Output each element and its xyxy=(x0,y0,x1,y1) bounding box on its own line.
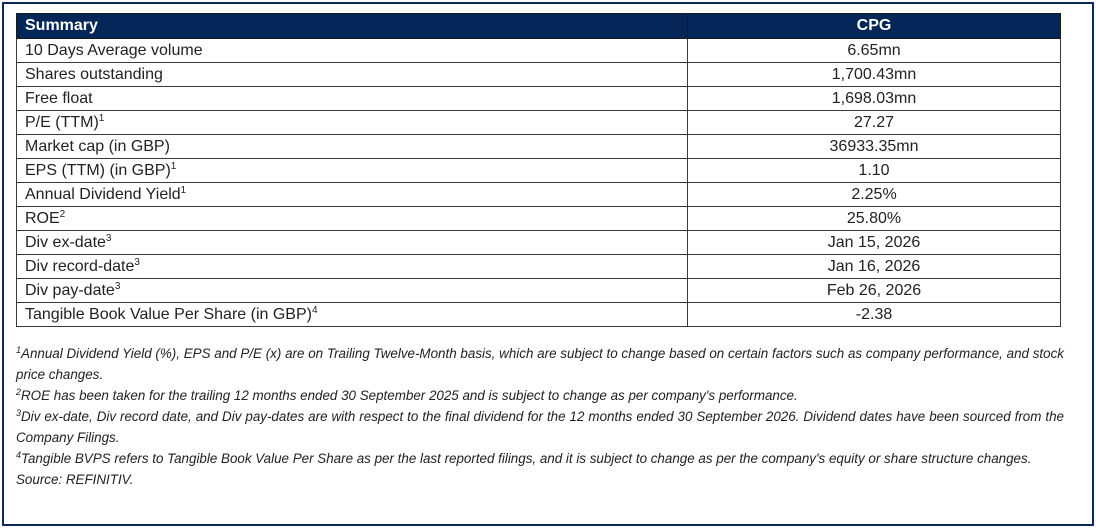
footnote-ref: 3 xyxy=(105,233,112,244)
table-row xyxy=(17,135,1061,159)
row-label-text: ROE xyxy=(25,210,60,227)
row-label-text: 10 Days Average volume xyxy=(25,42,203,59)
row-label-text: Div record-date xyxy=(25,258,135,275)
row-value: 25.80% xyxy=(688,207,1061,231)
table-row xyxy=(17,87,1061,111)
footnote-ref: 1 xyxy=(170,161,177,172)
row-value: -2.38 xyxy=(688,303,1061,327)
row-value: 27.27 xyxy=(688,111,1061,135)
footnote-text: Annual Dividend Yield (%), EPS and P/E (x) are on Trailing Twelve-Month basis, which are subject to change based on certain factors such as company performance, and stock price changes. xyxy=(16,346,1064,382)
row-label-text: Annual Dividend Yield xyxy=(25,186,181,203)
row-value: 2.25% xyxy=(688,183,1061,207)
table-row xyxy=(17,63,1061,87)
table-row xyxy=(17,207,1061,231)
table-row xyxy=(17,111,1061,135)
footnote-2 xyxy=(16,385,1064,406)
footnote-1 xyxy=(16,343,1064,385)
table-row xyxy=(17,159,1061,183)
table-row xyxy=(17,303,1061,327)
row-value: 36933.35mn xyxy=(688,135,1061,159)
footnote-4 xyxy=(16,448,1064,469)
table-row xyxy=(17,183,1061,207)
footnote-text: Tangible BVPS refers to Tangible Book Value Per Share as per the last reported filings, and it is subject to change as per the company's equity or share structure changes. xyxy=(21,451,1032,466)
row-label-text: Tangible Book Value Per Share (in GBP) xyxy=(25,306,312,323)
row-label xyxy=(17,183,688,207)
row-label xyxy=(17,279,688,303)
header-ticker: CPG xyxy=(688,14,1061,39)
row-label xyxy=(17,63,688,87)
source-note: Source: REFINITIV. xyxy=(16,472,134,487)
row-value: Jan 16, 2026 xyxy=(688,255,1061,279)
footnote-number: 4 xyxy=(16,450,22,460)
footnote-ref: 1 xyxy=(180,185,187,196)
row-value: 6.65mn xyxy=(688,39,1061,63)
footnote-ref: 3 xyxy=(134,257,140,268)
row-label-text: P/E (TTM) xyxy=(25,114,99,131)
row-label xyxy=(17,255,688,279)
footnotes xyxy=(16,343,1064,490)
row-label-text: Market cap (in GBP) xyxy=(25,138,170,155)
row-value: 1,698.03mn xyxy=(688,87,1061,111)
footnote-ref: 3 xyxy=(114,281,121,292)
row-label xyxy=(17,231,688,255)
row-value: Feb 26, 2026 xyxy=(688,279,1061,303)
footnote-ref: 1 xyxy=(98,113,105,124)
footnote-text: ROE has been taken for the trailing 12 months ended 30 September 2025 and is subject to change as per company's performance. xyxy=(21,388,798,403)
row-label-text: Div pay-date xyxy=(25,282,115,299)
row-label-text: Shares outstanding xyxy=(25,66,163,83)
footnote-number: 1 xyxy=(16,345,22,355)
table-header-row xyxy=(17,14,1061,39)
footnote-ref: 4 xyxy=(311,305,318,316)
table-row xyxy=(17,255,1061,279)
footnote-3 xyxy=(16,406,1064,448)
table-row xyxy=(17,39,1061,63)
row-value: 1.10 xyxy=(688,159,1061,183)
footnote-text: Div ex-date, Div record date, and Div pay-dates are with respect to the final dividend for the 12 months ended 30 September 2026. Dividend dates have been sourced from the Company Filings. xyxy=(16,409,1064,445)
footnote-number: 3 xyxy=(16,408,22,418)
header-summary: Summary xyxy=(17,14,688,39)
row-value: Jan 15, 2026 xyxy=(688,231,1061,255)
row-label xyxy=(17,303,688,327)
table-row xyxy=(17,279,1061,303)
footnote-ref: 2 xyxy=(59,209,66,220)
footnote-number: 2 xyxy=(16,387,22,397)
row-value: 1,700.43mn xyxy=(688,63,1061,87)
document-frame xyxy=(2,2,1094,526)
row-label xyxy=(17,87,688,111)
row-label xyxy=(17,207,688,231)
row-label xyxy=(17,159,688,183)
row-label-text: Div ex-date xyxy=(25,234,106,251)
row-label xyxy=(17,39,688,63)
row-label-text: Free float xyxy=(25,90,93,107)
table-row xyxy=(17,231,1061,255)
row-label-text: EPS (TTM) (in GBP) xyxy=(25,162,171,179)
summary-table xyxy=(16,13,1061,327)
row-label xyxy=(17,135,688,159)
row-label xyxy=(17,111,688,135)
